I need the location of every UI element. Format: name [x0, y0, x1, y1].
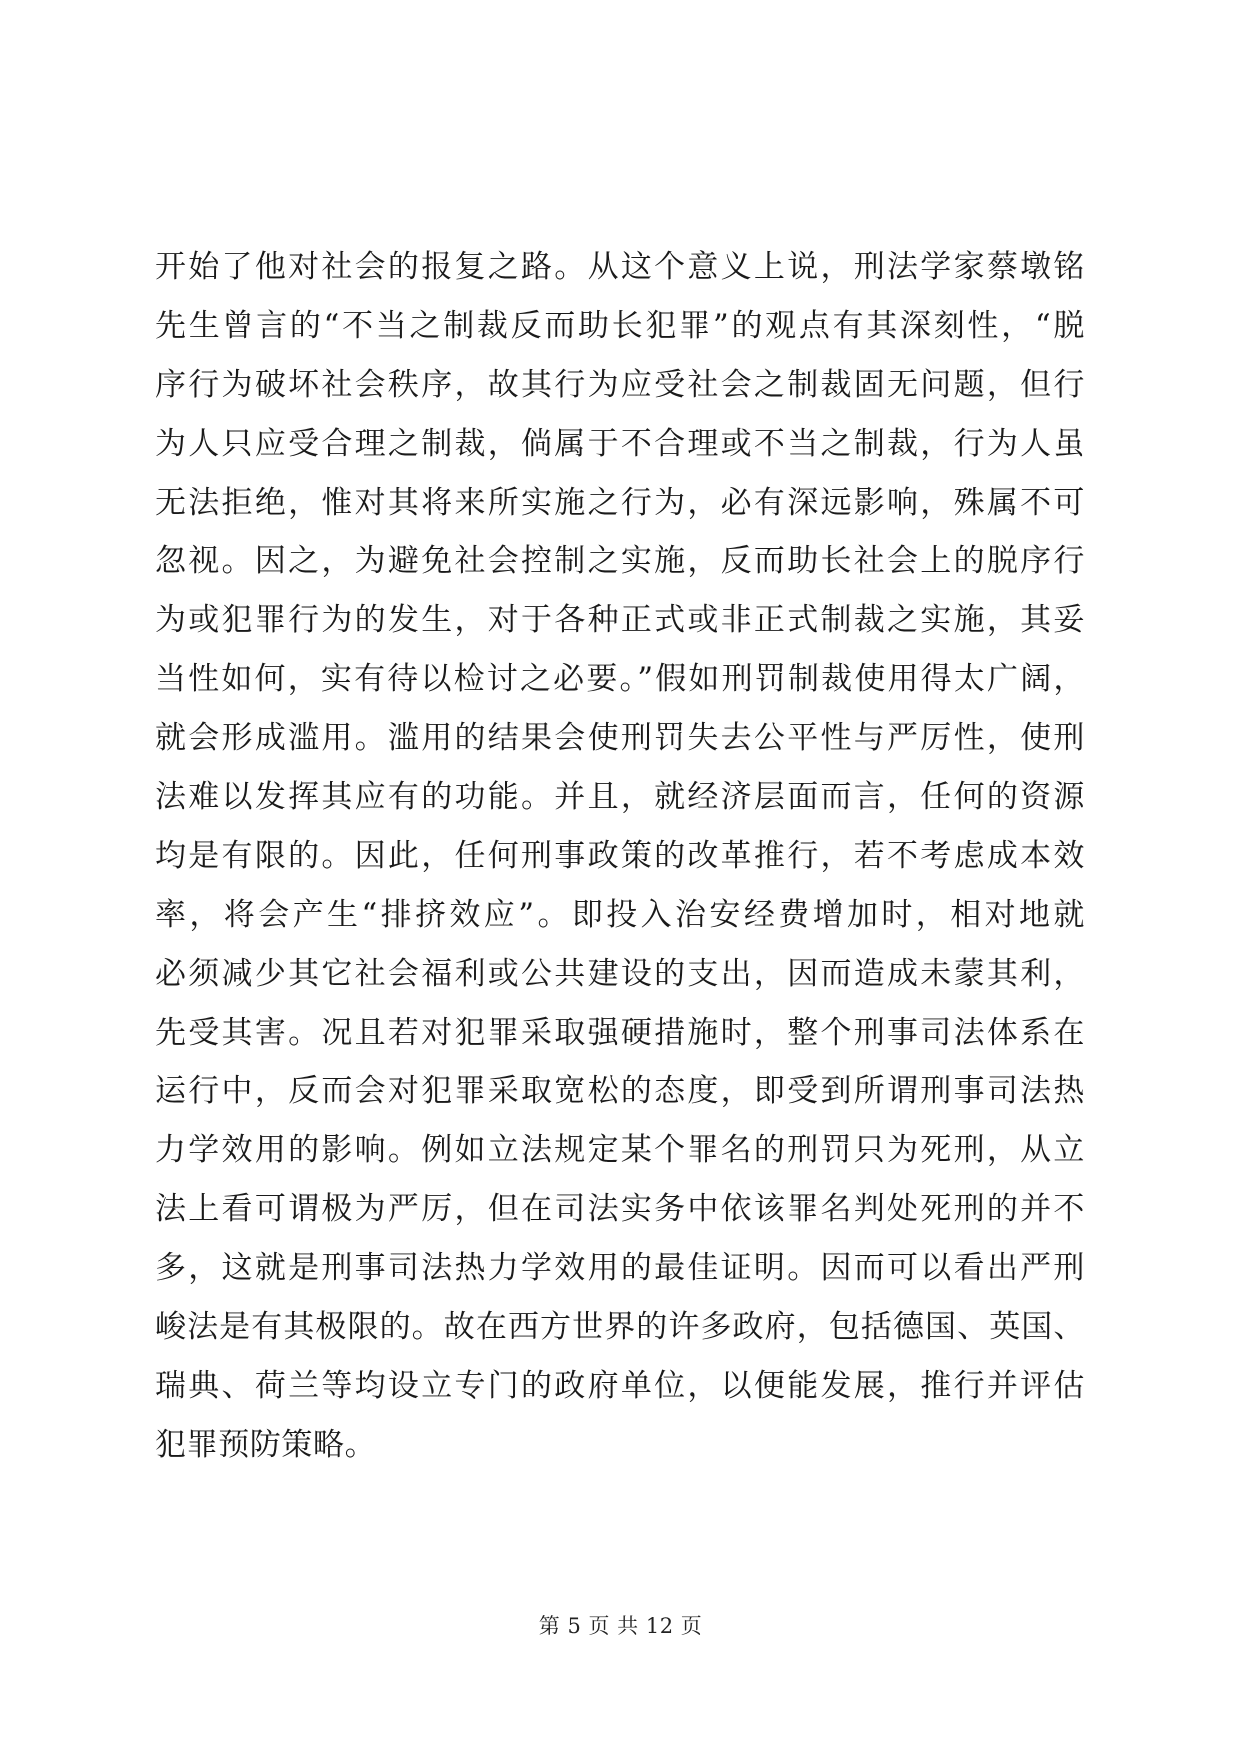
text-line: 开始了他对社会的报复之路。从这个意义上说，刑法学家蔡墩铭 [155, 249, 1085, 285]
text-line: 无法拒绝，惟对其将来所实施之行为，必有深远影响，殊属不可 [155, 484, 1085, 521]
body-paragraph [155, 238, 1085, 1475]
text-line: 序行为破坏社会秩序，故其行为应受社会之制裁固无问题，但行 [155, 366, 1085, 403]
text-line: 法上看可谓极为严厉，但在司法实务中依该罪名判处死刑的并不 [155, 1191, 1085, 1228]
text-line: 力学效用的影响。例如立法规定某个罪名的刑罚只为死刑，从立 [155, 1132, 1085, 1169]
page-number-footer: 第 5 页 共 12 页 [538, 1614, 703, 1638]
text-line: 犯罪预防策略。 [155, 1426, 377, 1463]
text-line: 法难以发挥其应有的功能。并且，就经济层面而言，任何的资源 [155, 779, 1085, 816]
text-line: 为或犯罪行为的发生，对于各种正式或非正式制裁之实施，其妥 [155, 602, 1085, 639]
text-line: 均是有限的。因此，任何刑事政策的改革推行，若不考虑成本效 [155, 837, 1085, 874]
text-line: 当性如何，实有待以检讨之必要。”假如刑罚制裁使用得太广阔， [155, 661, 1085, 698]
text-line: 峻法是有其极限的。故在西方世界的许多政府，包括德国、英国、 [155, 1309, 1085, 1346]
text-line: 运行中，反而会对犯罪采取宽松的态度，即受到所谓刑事司法热 [155, 1073, 1085, 1110]
text-line: 为人只应受合理之制裁，倘属于不合理或不当之制裁，行为人虽 [155, 425, 1085, 462]
text-line: 忽视。因之，为避免社会控制之实施，反而助长社会上的脱序行 [155, 543, 1085, 580]
text-line: 先生曾言的“不当之制裁反而助长犯罪”的观点有其深刻性，“脱 [155, 307, 1085, 344]
text-line: 就会形成滥用。滥用的结果会使刑罚失去公平性与严厉性，使刑 [155, 720, 1085, 757]
text-line: 必须减少其它社会福利或公共建设的支出，因而造成未蒙其利， [155, 955, 1085, 992]
text-line: 先受其害。况且若对犯罪采取强硬措施时，整个刑事司法体系在 [155, 1014, 1085, 1051]
text-line: 率，将会产生“排挤效应”。即投入治安经费增加时，相对地就 [155, 896, 1085, 933]
text-line: 多，这就是刑事司法热力学效用的最佳证明。因而可以看出严刑 [155, 1250, 1085, 1287]
text-line: 瑞典、荷兰等均设立专门的政府单位，以便能发展，推行并评估 [155, 1367, 1085, 1404]
